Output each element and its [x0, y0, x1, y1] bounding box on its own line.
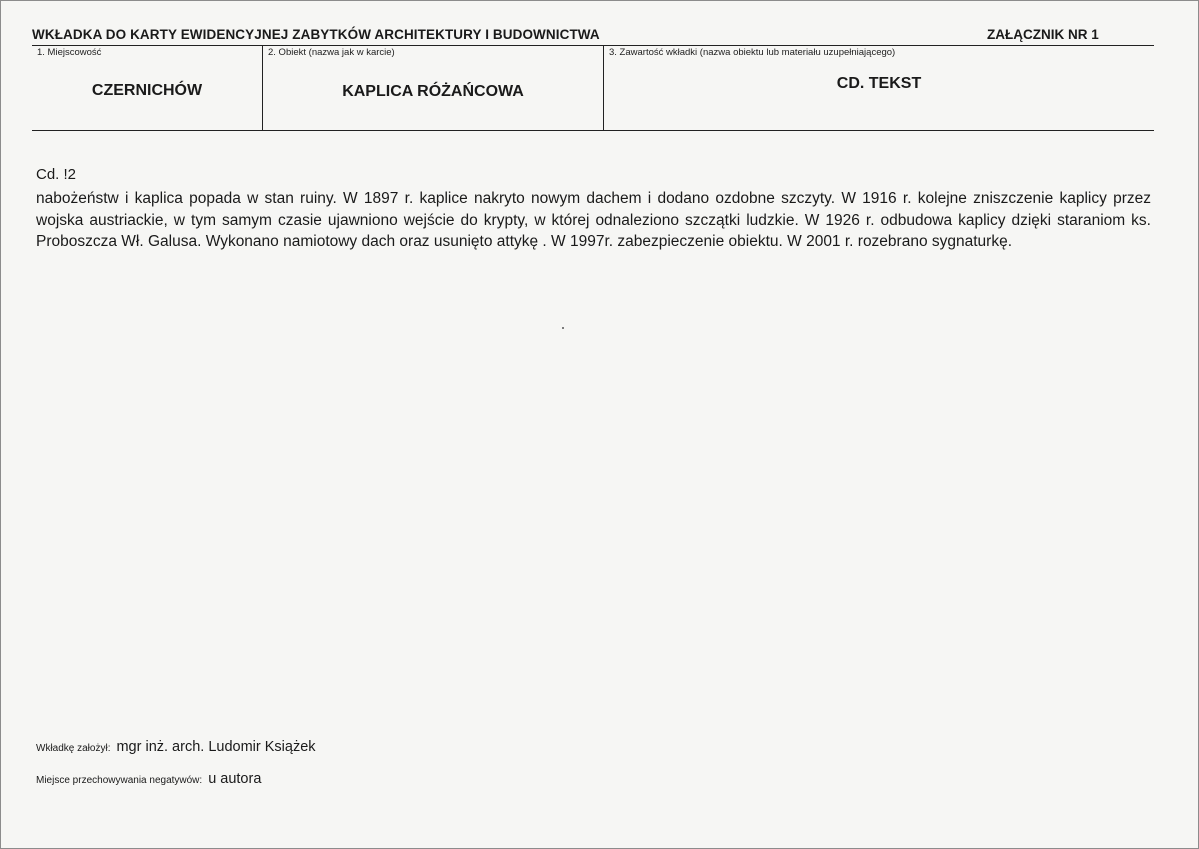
author-row	[36, 738, 316, 756]
author-label: Wkładkę założył:	[36, 743, 111, 754]
continuation-marker: Cd. !2	[36, 166, 77, 183]
scan-speck	[562, 327, 564, 329]
field-locality-label: 1. Miejscowość	[37, 47, 102, 58]
author-value: mgr inż. arch. Ludomir Książek	[116, 739, 316, 755]
body-paragraph: nabożeństw i kaplica popada w stan ruiny. W 1897 r. kaplice nakryto nowym dachem i dodano ozdobne szczyty. W 1916 r. kolejne zniszczenie kaplicy przez wojska austriackie, w tym samym czasie ujawniono wejście do krypty, w której odnaleziono szczątki ludzkie. W 1926 r. odbudowa kaplicy dzięki staraniom ks. Proboszcza Wł. Galusa. Wykonano namiotowy dach oraz usunięto attykę . W 1997r. zabezpieczenie obiektu. W 2001 r. rozebrano sygnaturkę.	[36, 190, 1151, 250]
field-content-value: CD. TEKST	[836, 75, 922, 92]
field-object-value: KAPLICA RÓŻAŃCOWA	[342, 83, 524, 100]
storage-label: Miejsce przechowywania negatywów:	[36, 775, 203, 786]
field-content-label: 3. Zawartość wkładki (nazwa obiektu lub materiału uzupełniającego)	[609, 47, 896, 58]
table-bottom-rule	[32, 130, 1154, 131]
annex-number: ZAŁĄCZNIK NR 1	[987, 27, 1099, 42]
field-locality-value: CZERNICHÓW	[91, 82, 203, 99]
table-top-rule	[32, 45, 1154, 46]
field-object-label: 2. Obiekt (nazwa jak w karcie)	[268, 47, 395, 58]
storage-row	[36, 770, 261, 788]
document-title: WKŁADKA DO KARTY EWIDENCYJNEJ ZABYTKÓW ARCHITEKTURY I BUDOWNICTWA	[32, 27, 600, 42]
storage-value: u autora	[208, 771, 262, 787]
